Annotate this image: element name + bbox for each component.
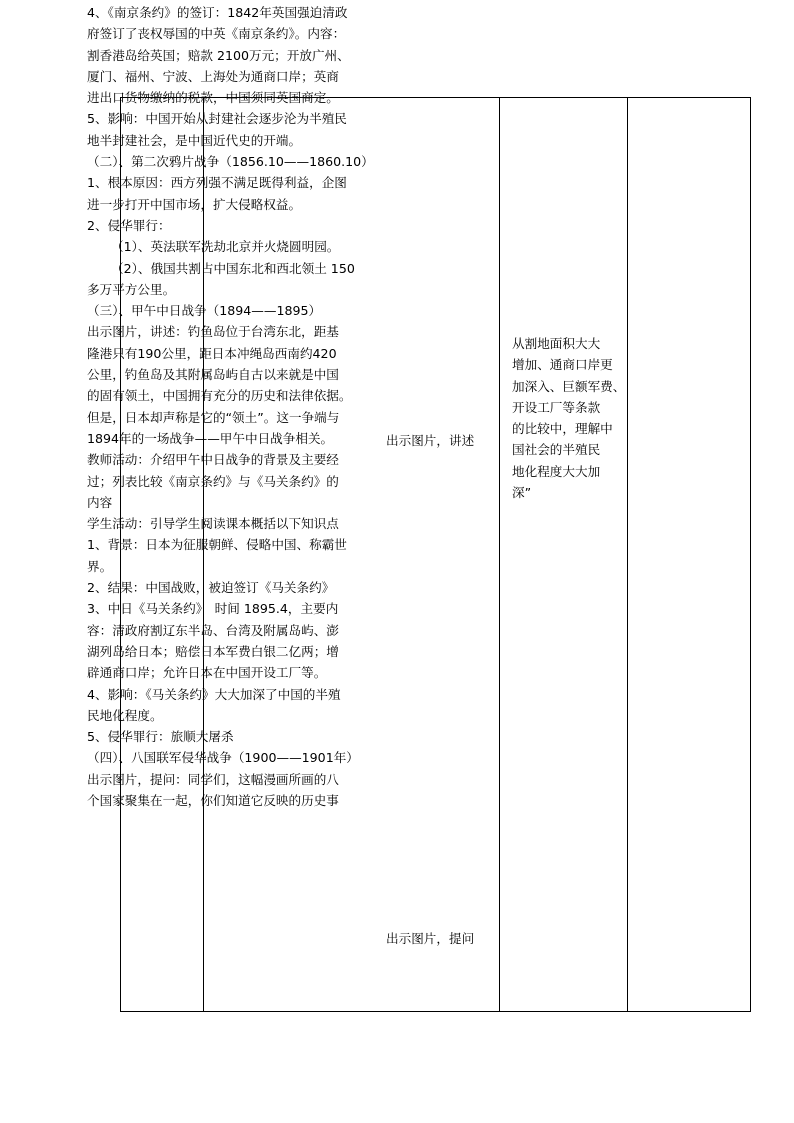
intent-cell — [512, 333, 628, 503]
content-line: 内容 — [87, 494, 113, 510]
content-line: 进一步打开中国市场，扩大侵略权益。 — [87, 196, 302, 212]
content-line: 4、影响：《马关条约》大大加深了中国的半殖 — [87, 686, 341, 702]
content-line: 出示图片，讲述：钓鱼岛位于台湾东北，距基 — [87, 324, 339, 340]
content-line: 界。 — [87, 558, 113, 574]
content-line: （二）、第二次鸦片战争（1856.10——1860.10） — [87, 154, 374, 170]
content-line: 湖列岛给日本；赔偿日本军费白银二亿两；增 — [87, 643, 339, 659]
content-line: 多万平方公里。 — [87, 281, 176, 297]
content-line: （1）、英法联军洗劫北京并火烧圆明园。 — [111, 239, 340, 255]
content-cell — [87, 2, 377, 811]
content-line: 辟通商口岸；允许日本在中国开设工厂等。 — [87, 665, 327, 681]
content-line: 但是，日本却声称是它的“领土”。这一争端与 — [87, 409, 340, 425]
intent-line: 增加、通商口岸更 — [512, 357, 613, 373]
content-line: （三）、甲午中日战争（1894——1895） — [87, 303, 322, 319]
content-line: 的固有领土，中国拥有充分的历史和法律依据。 — [87, 388, 352, 404]
content-line: 1894年的一场战争——甲午中日战争相关。 — [87, 430, 334, 446]
table-column-intent — [628, 98, 750, 1011]
content-line: 割香港岛给英国；赔款 2100万元；开放广州、 — [87, 47, 350, 63]
content-line: 1、背景：日本为征服朝鲜、侵略中国、称霸世 — [87, 537, 347, 553]
content-line: 5、影响：中国开始从封建社会逐步沦为半殖民 — [87, 111, 347, 127]
content-line: 民地化程度。 — [87, 707, 163, 723]
content-line: 府签订了丧权辱国的中英《南京条约》。内容： — [87, 26, 346, 42]
content-line: （2）、俄国共割占中国东北和西北领土 150 — [111, 260, 355, 276]
content-line: 过；列表比较《南京条约》与《马关条约》的 — [87, 473, 339, 489]
content-line: （四）、八国联军侵华战争（1900——1901年） — [87, 750, 359, 766]
content-line: 4、《南京条约》的签订：1842年英国强迫清政 — [87, 5, 348, 20]
content-line: 2、侵华罪行： — [87, 217, 171, 233]
content-line: 公里，钓鱼岛及其附属岛屿自古以来就是中国 — [87, 367, 339, 383]
content-line: 厦门、福州、宁波、上海处为通商口岸；英商 — [87, 68, 339, 84]
method-text-question: 出示图片，提问 — [386, 931, 475, 946]
content-line: 地半封建社会，是中国近代史的开端。 — [87, 132, 302, 148]
content-line: 出示图片，提问：同学们，这幅漫画所画的八 — [87, 771, 339, 787]
intent-line: 的比较中，理解中 — [512, 421, 613, 437]
content-line: 容：清政府割辽东半岛、台湾及附属岛屿、澎 — [87, 622, 339, 638]
method-text-narrate: 出示图片，讲述 — [386, 433, 475, 448]
intent-line: 地化程度大大加 — [512, 463, 601, 479]
content-line: 隆港只有190公里，距日本冲绳岛西南约420 — [87, 345, 337, 361]
content-line: 1、根本原因：西方列强不满足既得利益，企图 — [87, 175, 347, 191]
content-line: 5、侵华罪行：旅顺大屠杀 — [87, 729, 234, 745]
table-column-method — [500, 98, 628, 1011]
intent-line: 深” — [512, 485, 532, 501]
content-line: 教师活动：介绍甲午中日战争的背景及主要经 — [87, 452, 339, 468]
intent-line: 国社会的半殖民 — [512, 442, 601, 458]
content-line: 进出口货物缴纳的税款，中国须同英国商定。 — [87, 90, 339, 106]
intent-line: 加深入、巨额军费、 — [512, 378, 626, 394]
content-line: 2、结果：中国战败，被迫签订《马关条约》 — [87, 580, 335, 596]
intent-line: 从割地面积大大 — [512, 336, 601, 351]
content-line: 个国家聚集在一起，你们知道它反映的历史事 — [87, 792, 339, 808]
intent-line: 开设工厂等条款 — [512, 399, 601, 415]
content-line: 学生活动：引导学生阅读课本概括以下知识点 — [87, 516, 339, 532]
content-line: 3、中日《马关条约》 时间 1895.4，主要内 — [87, 601, 339, 617]
